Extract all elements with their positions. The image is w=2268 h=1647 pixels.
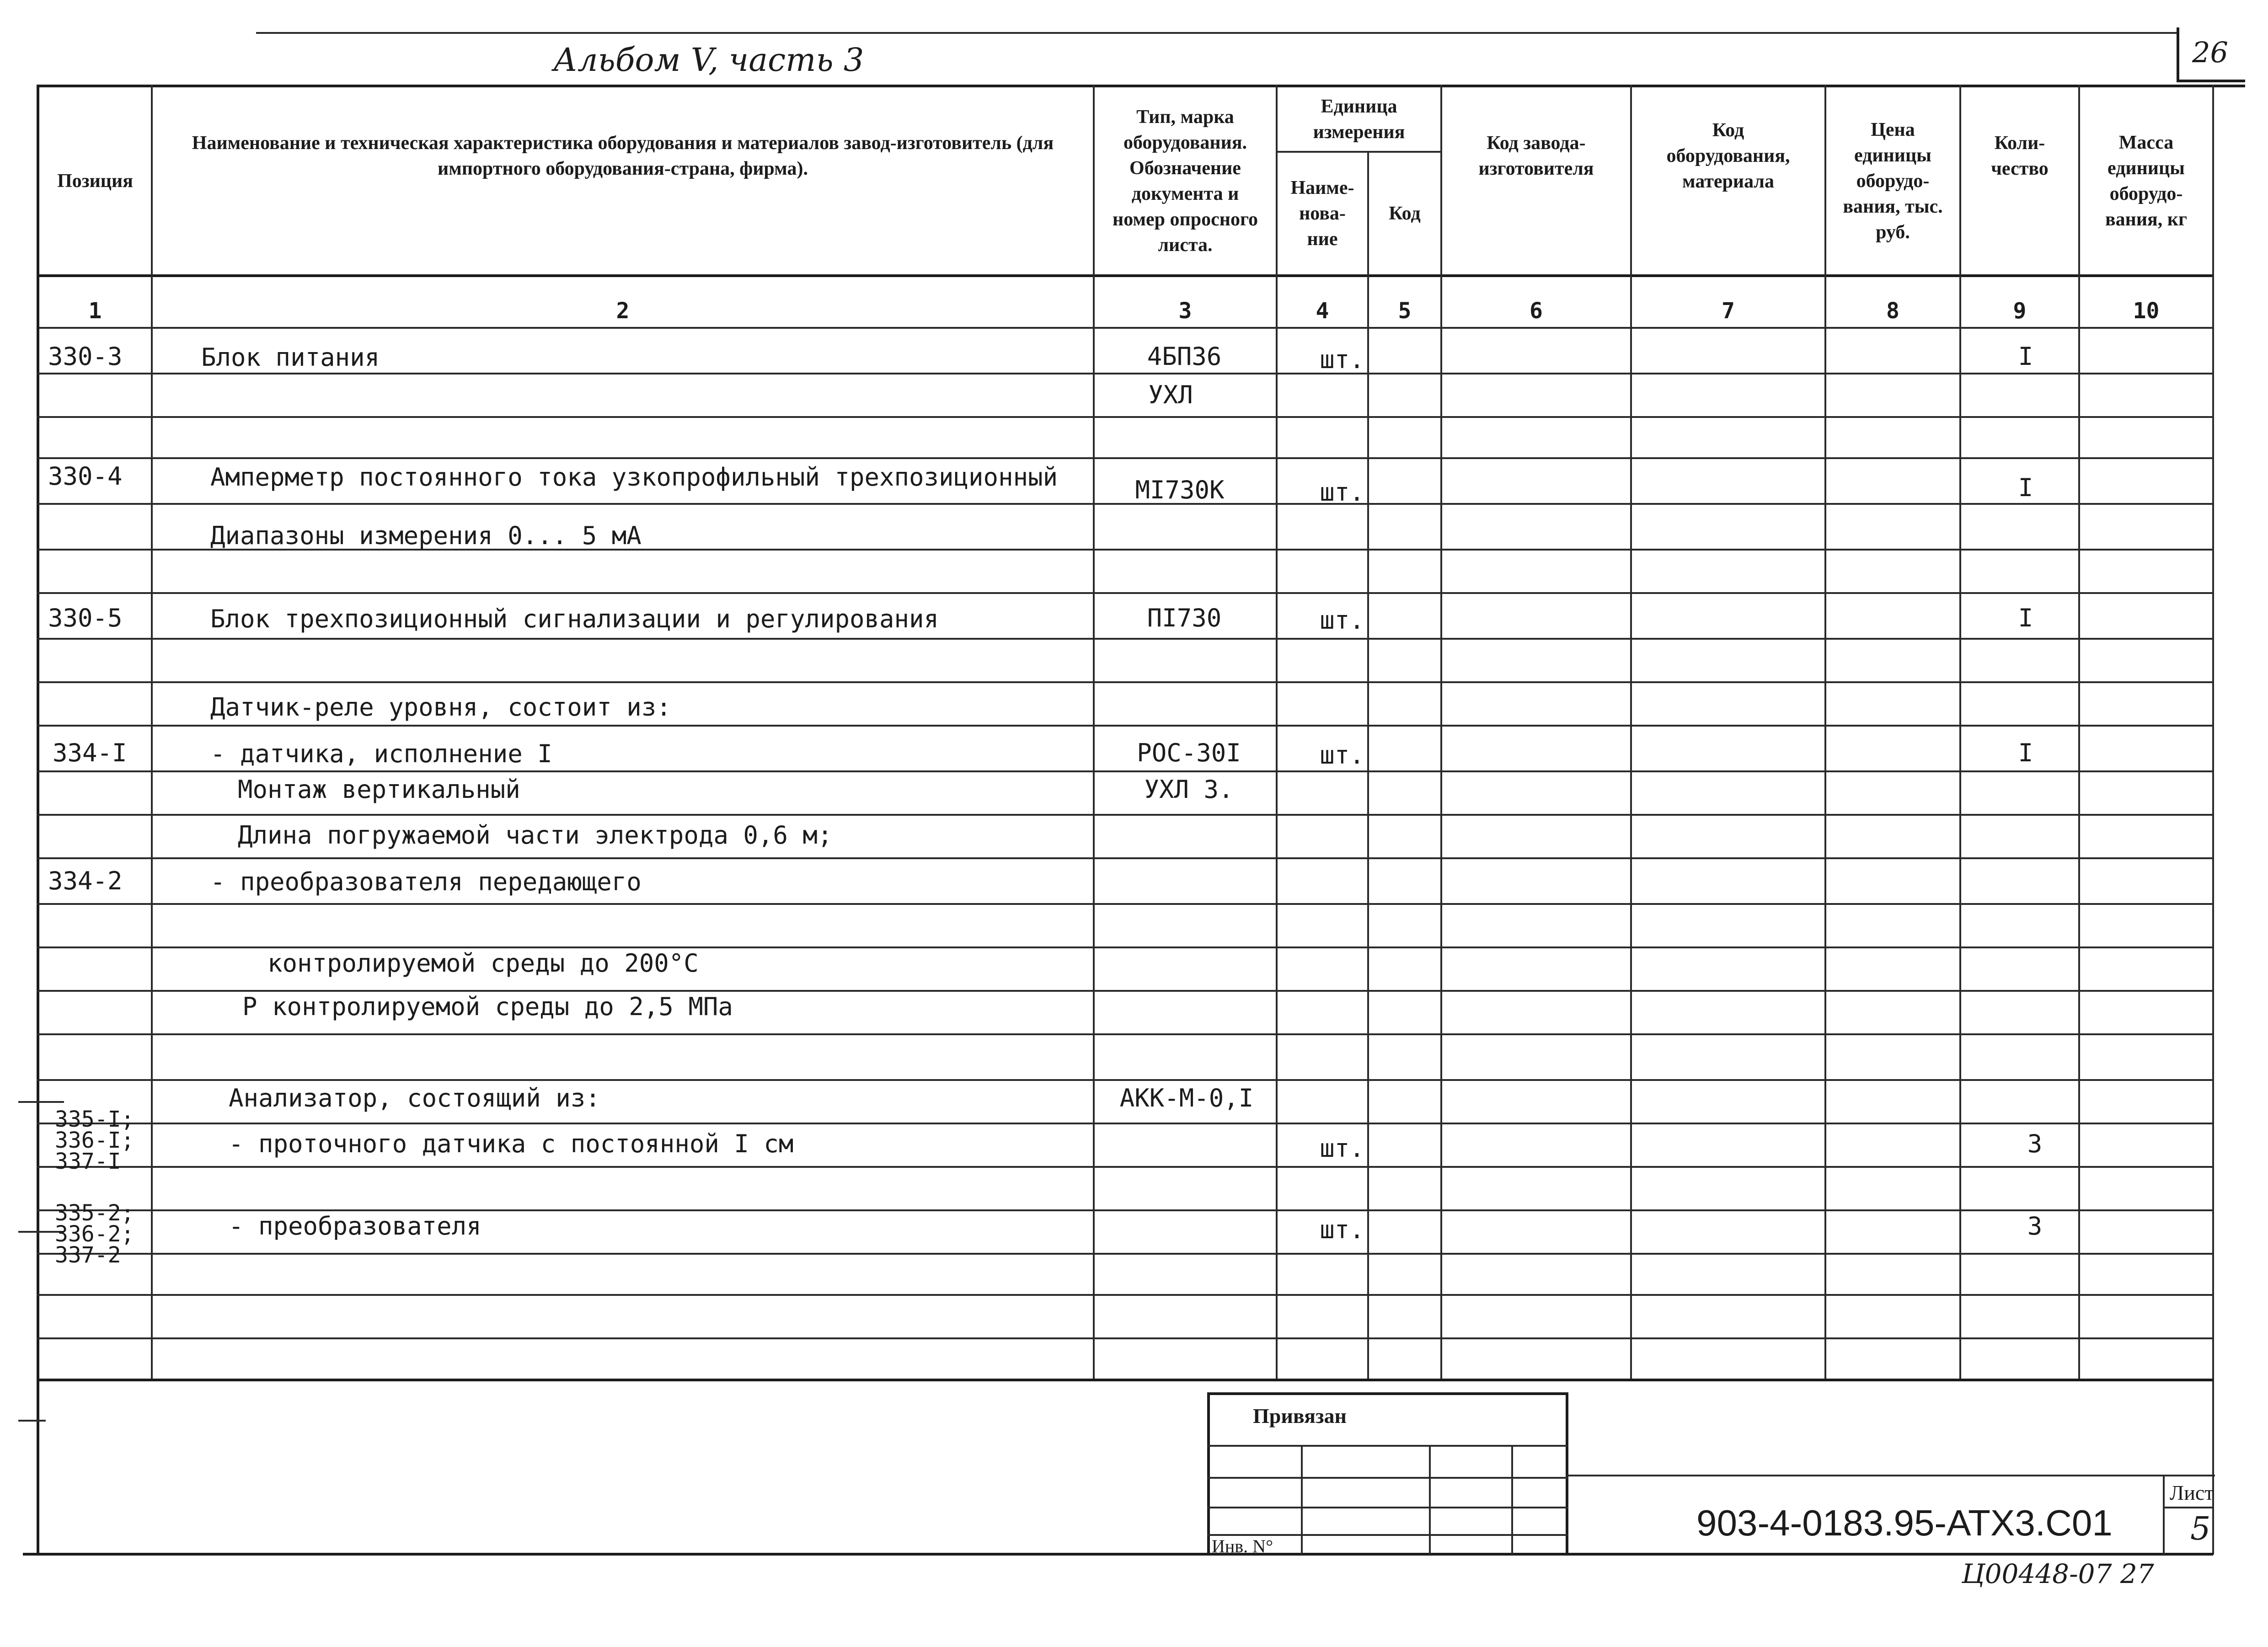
row-description: - датчика, исполнение I: [210, 739, 552, 768]
row-line: [37, 681, 2213, 683]
row-unit: шт.: [1320, 345, 1364, 374]
tb-row: [1207, 1477, 1568, 1479]
sheet-corner-number: 26: [2192, 36, 2228, 69]
sheet-number: 5: [2190, 1510, 2211, 1547]
header-unit-code: Код: [1389, 203, 1421, 224]
column-number: 5: [1398, 298, 1412, 324]
tb-top: [1207, 1392, 1568, 1395]
row-quantity: I: [2018, 738, 2033, 767]
row-position: 330-3: [48, 342, 123, 371]
row-type-mark: ПI730: [1147, 604, 1222, 632]
row-type-mark: УХЛ: [1148, 380, 1193, 409]
tb-right: [1566, 1392, 1568, 1555]
row-description: Блок трехпозиционный сигнализации и регулирования: [210, 604, 939, 633]
top-rule: [256, 32, 2177, 34]
header-unit-name: Наиме-нова-ние: [1290, 177, 1354, 250]
frame-bottom-border: [23, 1553, 2213, 1556]
col-border-2: [1093, 85, 1095, 1379]
row-line: [37, 990, 2213, 992]
row-unit: шт.: [1320, 741, 1364, 770]
row-line: [37, 592, 2213, 594]
col-border-5: [1440, 85, 1442, 1379]
document-code: 903-4-0183.95-АТХ3.С01: [1696, 1503, 2113, 1543]
row-line: [37, 1294, 2213, 1296]
linked-label: Привязан: [1253, 1404, 1347, 1428]
column-number: 10: [2133, 298, 2160, 324]
row-quantity: I: [2018, 604, 2033, 632]
tb-row: [1207, 1445, 1568, 1447]
row-line: [37, 1337, 2213, 1339]
row-description: Диапазоны измерения 0... 5 мА: [210, 521, 642, 550]
row-description: Длина погружаемой части электрода 0,6 м;: [238, 821, 833, 850]
row-position: 334-I: [53, 738, 127, 767]
sheet-cell-left: [2163, 1475, 2165, 1555]
header-type-mark: Тип, марка оборудования. Обозначение документа и номер опросного листа.: [1113, 106, 1258, 256]
row-line: [37, 946, 2213, 948]
column-number: 1: [88, 298, 102, 324]
header-unit-price: Цена единицы оборудо-вания, тыс. руб.: [1843, 119, 1943, 243]
row-line: [37, 1123, 2213, 1124]
row-type-mark: РОС-30I: [1137, 738, 1241, 767]
column-number: 9: [2013, 298, 2027, 324]
column-number: 4: [1316, 298, 1329, 324]
row-description: Блок питания: [201, 343, 380, 372]
row-type-mark: АКК-М-0,I: [1119, 1084, 1254, 1112]
row-line: [37, 814, 2213, 816]
header-position: Позиция: [57, 170, 133, 192]
tb-col: [1429, 1445, 1431, 1555]
row-line: [37, 725, 2213, 727]
row-line: [37, 1253, 2213, 1255]
row-quantity: I: [2018, 473, 2033, 502]
row-quantity: 3: [2027, 1212, 2043, 1241]
header-unit-mass: Масса единицы оборудо-вания, кг: [2105, 132, 2188, 230]
row-position: 335-I; 336-I; 337-I: [55, 1107, 134, 1174]
row-line: [37, 1166, 2213, 1168]
album-title: Альбом V, часть 3: [553, 41, 864, 79]
row-line: [37, 903, 2213, 905]
row-position: 330-4: [48, 462, 123, 491]
table-body-bottom: [37, 1379, 2213, 1381]
row-description: - проточного датчика с постоянной I см: [229, 1129, 794, 1158]
header-unit-group: Единица измерения: [1313, 96, 1405, 143]
row-description: Монтаж вертикальный: [238, 775, 520, 804]
sheet-corner-box: [2177, 27, 2245, 82]
tb-row: [1207, 1507, 1568, 1508]
header-quantity: Коли-чество: [1991, 133, 2049, 179]
row-type-mark: 4БП36: [1147, 342, 1222, 371]
row-unit: шт.: [1320, 606, 1364, 635]
row-quantity: 3: [2027, 1129, 2043, 1158]
row-line: [37, 770, 2213, 772]
row-type-mark: УХЛ 3.: [1144, 775, 1234, 804]
row-line: [37, 1033, 2213, 1035]
col-border-3: [1276, 85, 1278, 1379]
col-border-6: [1630, 85, 1632, 1379]
col-border-8: [1959, 85, 1961, 1379]
row-description: Анализатор, состоящий из:: [229, 1084, 600, 1112]
row-description: Амперметр постоянного тока узкопрофильный трехпозиционный: [210, 463, 1058, 492]
row-description: контролируемой среды до 200°С: [267, 949, 699, 978]
inventory-label: Инв. N°: [1212, 1536, 1273, 1556]
header-bottom-border: [37, 274, 2213, 277]
header-description: Наименование и техническая характеристика оборудования и материалов завод-изготовитель (для импортного оборудования-страна, фирма).: [192, 133, 1054, 179]
margin-tick: [18, 1420, 46, 1422]
row-unit: шт.: [1320, 1134, 1364, 1163]
row-unit: шт.: [1320, 478, 1364, 507]
row-line: [37, 1079, 2213, 1081]
col-border-9: [2078, 85, 2080, 1379]
archive-code: Ц00448-07 27: [1962, 1558, 2154, 1589]
row-description: Р контролируемой среды до 2,5 МПа: [242, 992, 733, 1021]
row-line: [37, 373, 2213, 374]
row-description: Датчик-реле уровня, состоит из:: [210, 693, 671, 722]
col-border-7: [1824, 85, 1826, 1379]
row-position: 330-5: [48, 604, 123, 632]
header-equipment-code: Код оборудования, материала: [1666, 120, 1790, 192]
row-line: [37, 857, 2213, 859]
col-border-1: [151, 85, 153, 1379]
row-quantity: I: [2018, 342, 2033, 371]
column-number: 2: [616, 298, 630, 324]
row-position: 335-2; 336-2; 337-2: [55, 1200, 134, 1268]
tb-col: [1511, 1445, 1513, 1555]
row-unit: шт.: [1320, 1215, 1364, 1244]
sheet-cell-divider: [2163, 1507, 2213, 1508]
col-border-10: [2212, 85, 2214, 1555]
header-factory-code: Код завода-изготовителя: [1478, 133, 1594, 179]
row-description: - преобразователя: [229, 1212, 481, 1241]
column-number: 6: [1530, 298, 1543, 324]
doc-code-top-line: [1566, 1475, 2215, 1476]
row-position: 334-2: [48, 866, 123, 895]
column-number: 8: [1886, 298, 1899, 324]
row-line: [37, 416, 2213, 418]
sheet-label: Лист: [2170, 1481, 2214, 1504]
tb-left: [1207, 1392, 1210, 1555]
column-number: 7: [1722, 298, 1735, 324]
tb-col: [1301, 1445, 1303, 1555]
row-line: [37, 457, 2213, 459]
row-line: [37, 638, 2213, 640]
column-number: 3: [1178, 298, 1192, 324]
row-type-mark: MI730K: [1135, 476, 1225, 504]
row-line: [37, 1209, 2213, 1211]
row-description: - преобразователя передающего: [210, 867, 642, 896]
margin-tick: [18, 1101, 64, 1103]
